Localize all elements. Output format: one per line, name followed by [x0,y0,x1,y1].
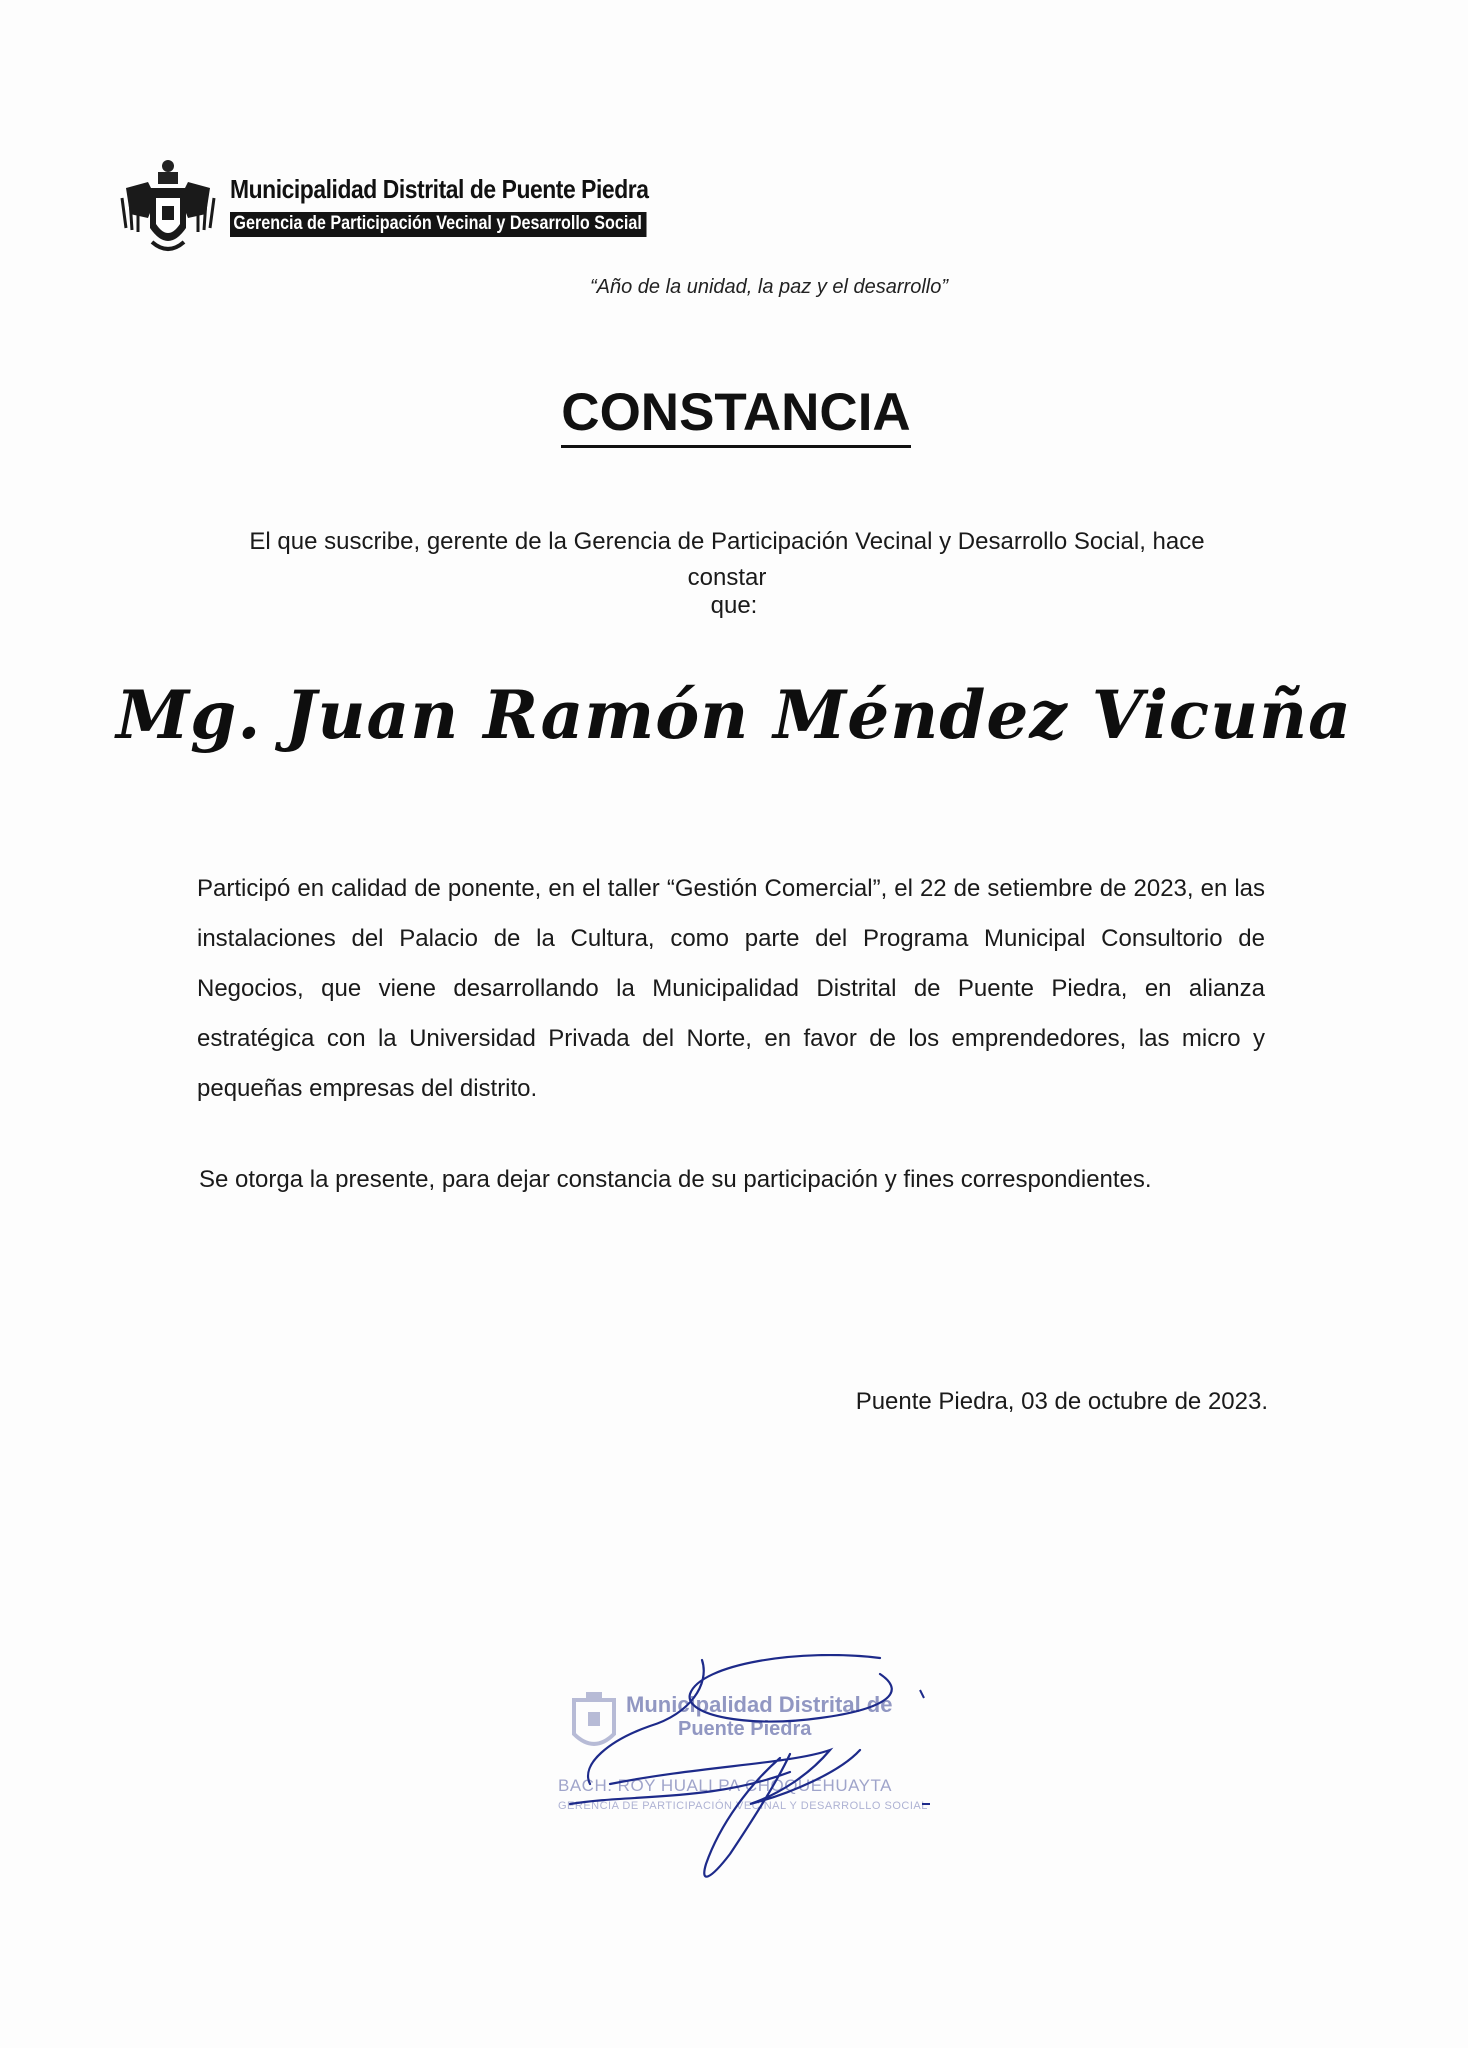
document-title: CONSTANCIA [0,382,1468,443]
letterhead [118,152,678,262]
signature-mark [550,1654,930,1894]
stamp-line-1: Municipalidad Distrital de [626,1692,893,1717]
stamp-line-4: GERENCIA DE PARTICIPACIÓN VECINAL Y DESARROLLO SOCIAL [558,1800,928,1812]
stamp-line-3: BACH. ROY HUALLPA CHOQUEHUAYTA [558,1776,892,1795]
department-name: Gerencia de Participación Vecinal y Desarrollo Social [230,212,646,237]
municipal-crest-icon [118,158,218,258]
org-name: Municipalidad Distrital de Puente Piedra [230,174,649,204]
stamp-line-2: Puente Piedra [678,1718,812,1740]
intro-continuation: que: [710,592,758,619]
body-paragraph: Participó en calidad de ponente, en el taller “Gestión Comercial”, el 22 de setiembre de 2023, en las instalaciones del Palacio de la Cultura, como parte del Programa Municipal Consultorio de Negocios, que viene desarrollando la Municipalidad Distrital de Puente Piedra, en alianza estratégica con la Universidad Privada del Norte, en favor de los emprendedores, las micro y pequeñas empresas del distrito. [197,875,1265,1102]
honoree-name: Mg. Juan Ramón Méndez Vicuña [116,676,1352,754]
year-motto: “Año de la unidad, la paz y el desarrollo” [590,276,948,298]
intro-text: El que suscribe, gerente de la Gerencia de Participación Vecinal y Desarrollo Social, hace constar [249,528,1205,591]
closing-text: Se otorga la presente, para dejar constancia de su participación y fines correspondientes. [199,1166,1152,1193]
place-and-date: Puente Piedra, 03 de octubre de 2023. [855,1388,1268,1415]
